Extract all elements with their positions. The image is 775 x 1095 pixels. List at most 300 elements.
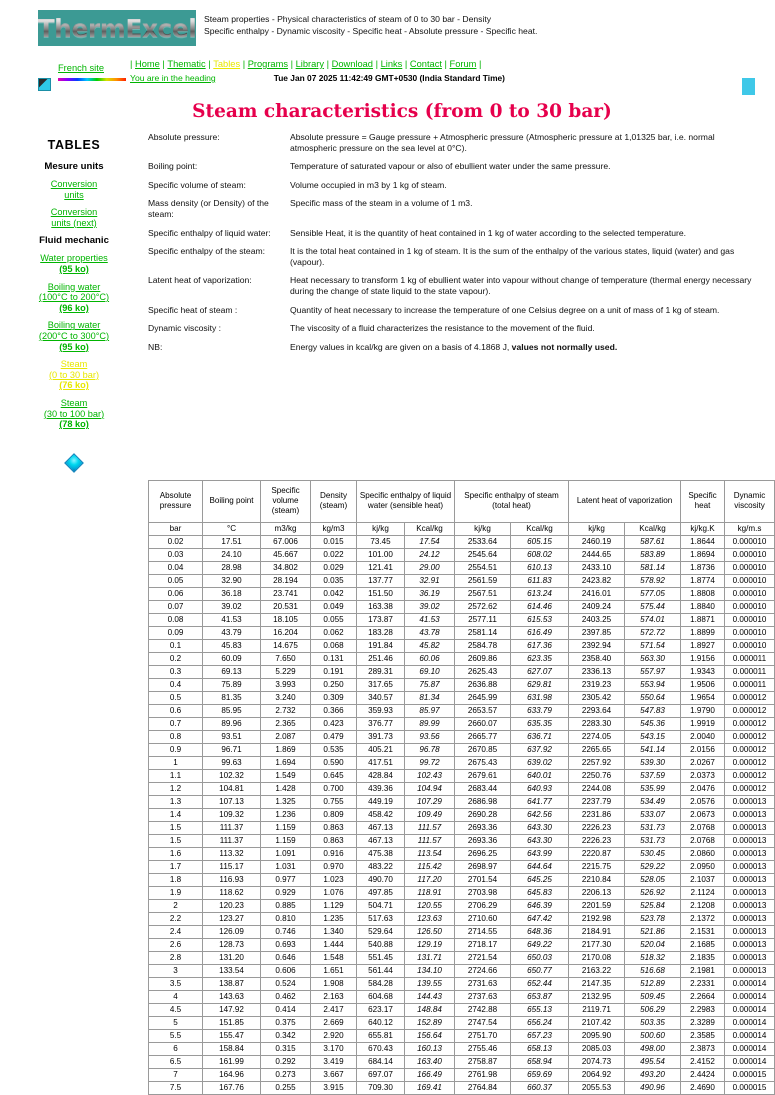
table-cell: 111.37 xyxy=(203,821,261,834)
table-cell: 656.24 xyxy=(511,1016,569,1029)
table-row xyxy=(149,717,775,730)
table-cell: 126.50 xyxy=(405,925,455,938)
table-cell: 0.000012 xyxy=(725,704,775,717)
table-cell: 1.9 xyxy=(149,886,203,899)
table-cell: 0.000013 xyxy=(725,938,775,951)
table-cell: 107.13 xyxy=(203,795,261,808)
table-cell: 709.30 xyxy=(357,1081,405,1094)
table-cell: 614.46 xyxy=(511,600,569,613)
table-row xyxy=(149,990,775,1003)
sidebar-item-water-properties[interactable] xyxy=(0,253,148,274)
table-cell: 643.30 xyxy=(511,821,569,834)
table-cell: 340.57 xyxy=(357,691,405,704)
table-cell: 1.340 xyxy=(311,925,357,938)
table-cell: 164.96 xyxy=(203,1068,261,1081)
table-cell: 0.000013 xyxy=(725,873,775,886)
table-cell: 1.6 xyxy=(149,847,203,860)
table-cell: 0.000010 xyxy=(725,561,775,574)
table-cell: 16.204 xyxy=(261,626,311,639)
table-cell: 75.89 xyxy=(203,678,261,691)
table-cell: 143.63 xyxy=(203,990,261,1003)
table-cell: 0.3 xyxy=(149,665,203,678)
table-cell: 3.5 xyxy=(149,977,203,990)
table-cell: 617.36 xyxy=(511,639,569,652)
table-cell: 629.81 xyxy=(511,678,569,691)
unit-kg-m-s: kg/m.s xyxy=(725,522,775,535)
table-cell: 2.1124 xyxy=(681,886,725,899)
table-cell: 89.99 xyxy=(405,717,455,730)
table-cell: 643.99 xyxy=(511,847,569,860)
table-cell: 2.0860 xyxy=(681,847,725,860)
definition-row-nb xyxy=(148,342,752,353)
table-cell: 541.14 xyxy=(625,743,681,756)
table-cell: 0.2 xyxy=(149,652,203,665)
table-cell: 0.000015 xyxy=(725,1068,775,1081)
table-cell: 2.0040 xyxy=(681,730,725,743)
table-cell: 0.746 xyxy=(261,925,311,938)
col-header-boiling-point: Boiling point xyxy=(203,480,261,522)
sidebar-item-line2: (30 to 100 bar) xyxy=(43,408,105,419)
french-site-link[interactable]: French site xyxy=(58,63,104,73)
table-cell: 2.0373 xyxy=(681,769,725,782)
table-row xyxy=(149,600,775,613)
table-cell: 2.0768 xyxy=(681,834,725,847)
nav-secondary-line xyxy=(130,72,505,85)
table-cell: 2.1685 xyxy=(681,938,725,951)
table-cell: 376.77 xyxy=(357,717,405,730)
table-cell: 0.9 xyxy=(149,743,203,756)
table-cell: 2645.99 xyxy=(455,691,511,704)
table-unit-header-row xyxy=(149,522,775,535)
table-cell: 1.8 xyxy=(149,873,203,886)
table-cell: 5 xyxy=(149,1016,203,1029)
table-cell: 543.15 xyxy=(625,730,681,743)
table-row xyxy=(149,821,775,834)
table-cell: 0.000013 xyxy=(725,821,775,834)
table-body xyxy=(149,535,775,1094)
table-cell: 2119.71 xyxy=(569,1003,625,1016)
table-cell: 627.07 xyxy=(511,665,569,678)
table-cell: 0.414 xyxy=(261,1003,311,1016)
definition-term: Specific enthalpy of the steam: xyxy=(148,246,266,257)
table-cell: 2710.60 xyxy=(455,912,511,925)
table-cell: 516.68 xyxy=(625,964,681,977)
sidebar-item-line1: Conversion xyxy=(50,179,98,189)
table-cell: 45.667 xyxy=(261,548,311,561)
table-cell: 0.08 xyxy=(149,613,203,626)
table-cell: 577.05 xyxy=(625,587,681,600)
table-cell: 1 xyxy=(149,756,203,769)
table-cell: 0.05 xyxy=(149,574,203,587)
table-cell: 117.20 xyxy=(405,873,455,886)
definition-row xyxy=(148,305,752,316)
table-cell: 0.423 xyxy=(311,717,357,730)
table-cell: 23.741 xyxy=(261,587,311,600)
definition-description: Temperature of saturated vapour or also of ebullient water under the same pressure. xyxy=(290,161,611,172)
table-cell: 41.53 xyxy=(203,613,261,626)
table-cell: 497.85 xyxy=(357,886,405,899)
definition-term: Dynamic viscosity : xyxy=(148,323,222,334)
table-cell: 2706.29 xyxy=(455,899,511,912)
table-cell: 126.09 xyxy=(203,925,261,938)
table-cell: 644.64 xyxy=(511,860,569,873)
table-cell: 0.000013 xyxy=(725,964,775,977)
table-cell: 535.99 xyxy=(625,782,681,795)
table-cell: 2305.42 xyxy=(569,691,625,704)
table-cell: 646.39 xyxy=(511,899,569,912)
nb-text-bold: values not normally used. xyxy=(511,341,618,352)
table-cell: 2416.01 xyxy=(569,587,625,600)
table-cell: 0.255 xyxy=(261,1081,311,1094)
table-row xyxy=(149,665,775,678)
table-row xyxy=(149,691,775,704)
sidebar-item-line1: Steam xyxy=(60,397,88,408)
table-cell: 645.25 xyxy=(511,873,569,886)
table-cell: 69.10 xyxy=(405,665,455,678)
table-cell: 1.236 xyxy=(261,808,311,821)
table-cell: 32.90 xyxy=(203,574,261,587)
table-cell: 0.977 xyxy=(261,873,311,886)
table-cell: 69.13 xyxy=(203,665,261,678)
definition-description xyxy=(290,342,752,353)
sidebar-section-fluid-mechanic: Fluid mechanic xyxy=(39,235,109,247)
table-cell: 4.5 xyxy=(149,1003,203,1016)
table-cell: 0.4 xyxy=(149,678,203,691)
table-cell: 0.000010 xyxy=(725,535,775,548)
table-cell: 6 xyxy=(149,1042,203,1055)
definition-row xyxy=(148,198,752,219)
thermexcel-logo[interactable] xyxy=(38,10,196,46)
table-cell: 111.57 xyxy=(405,834,455,847)
table-cell: 14.675 xyxy=(261,639,311,652)
table-cell: 2693.36 xyxy=(455,834,511,847)
table-cell: 1.8774 xyxy=(681,574,725,587)
table-cell: 2177.30 xyxy=(569,938,625,951)
table-cell: 2.3585 xyxy=(681,1029,725,1042)
table-cell: 134.10 xyxy=(405,964,455,977)
table-cell: 2064.92 xyxy=(569,1068,625,1081)
table-row xyxy=(149,730,775,743)
table-cell: 1.091 xyxy=(261,847,311,860)
table-cell: 1.5 xyxy=(149,821,203,834)
table-cell: 1.908 xyxy=(311,977,357,990)
table-cell: 60.09 xyxy=(203,652,261,665)
table-cell: 2561.59 xyxy=(455,574,511,587)
table-cell: 137.77 xyxy=(357,574,405,587)
table-row xyxy=(149,535,775,548)
table-cell: 85.95 xyxy=(203,704,261,717)
definition-row xyxy=(148,161,752,172)
table-cell: 0.022 xyxy=(311,548,357,561)
table-row xyxy=(149,886,775,899)
table-cell: 0.000014 xyxy=(725,1042,775,1055)
table-cell: 3.667 xyxy=(311,1068,357,1081)
table-cell: 113.32 xyxy=(203,847,261,860)
decorative-square-icon-left xyxy=(38,78,51,91)
table-cell: 0.000013 xyxy=(725,808,775,821)
table-cell: 17.51 xyxy=(203,535,261,548)
table-row xyxy=(149,873,775,886)
table-cell: 2679.61 xyxy=(455,769,511,782)
table-row xyxy=(149,1029,775,1042)
table-cell: 0.863 xyxy=(311,834,357,847)
table-cell: 449.19 xyxy=(357,795,405,808)
table-cell: 490.70 xyxy=(357,873,405,886)
unit-kcal-kg: Kcal/kg xyxy=(405,522,455,535)
table-cell: 608.02 xyxy=(511,548,569,561)
definition-description: Sensible Heat, it is the quantity of heat contained in 1 kg of water according to the selected temperature. xyxy=(290,227,687,238)
table-cell: 2.1208 xyxy=(681,899,725,912)
table-cell: 561.44 xyxy=(357,964,405,977)
sidebar-item-conversion-units-next[interactable] xyxy=(0,207,148,228)
unit-kg-m3: kg/m3 xyxy=(311,522,357,535)
sidebar-item-boiling-water-200-300[interactable] xyxy=(0,320,148,352)
table-cell: 3.240 xyxy=(261,691,311,704)
nav-item-library[interactable]: Library xyxy=(295,59,325,69)
table-cell: 0.000010 xyxy=(725,548,775,561)
table-cell: 2718.17 xyxy=(455,938,511,951)
table-cell: 1.9343 xyxy=(681,665,725,678)
french-site-column xyxy=(0,58,118,85)
table-cell: 2.0476 xyxy=(681,782,725,795)
table-cell: 2055.53 xyxy=(569,1081,625,1094)
sidebar-item-size: (96 ko) xyxy=(59,302,89,313)
table-cell: 0.916 xyxy=(311,847,357,860)
table-row xyxy=(149,899,775,912)
table-cell: 2714.55 xyxy=(455,925,511,938)
table-row xyxy=(149,652,775,665)
table-cell: 1.428 xyxy=(261,782,311,795)
table-cell: 183.28 xyxy=(357,626,405,639)
table-cell: 2693.36 xyxy=(455,821,511,834)
unit-kcal-kg: Kcal/kg xyxy=(511,522,569,535)
table-cell: 102.32 xyxy=(203,769,261,782)
table-cell: 1.2 xyxy=(149,782,203,795)
table-cell: 0.000014 xyxy=(725,1016,775,1029)
table-cell: 2.0673 xyxy=(681,808,725,821)
table-cell: 545.36 xyxy=(625,717,681,730)
sidebar-item-conversion-units[interactable] xyxy=(0,179,148,200)
table-cell: 2.163 xyxy=(311,990,357,1003)
table-cell: 2758.87 xyxy=(455,1055,511,1068)
table-cell: 1.7 xyxy=(149,860,203,873)
nav-item-download[interactable]: Download xyxy=(331,59,373,69)
table-cell: 43.78 xyxy=(405,626,455,639)
table-cell: 0.755 xyxy=(311,795,357,808)
table-cell: 359.93 xyxy=(357,704,405,717)
table-row xyxy=(149,1042,775,1055)
table-cell: 43.79 xyxy=(203,626,261,639)
decorative-square-icon-right xyxy=(742,78,755,95)
table-cell: 537.59 xyxy=(625,769,681,782)
unit-bar: bar xyxy=(149,522,203,535)
table-cell: 18.105 xyxy=(261,613,311,626)
table-cell: 2244.08 xyxy=(569,782,625,795)
table-cell: 2358.40 xyxy=(569,652,625,665)
table-cell: 2533.64 xyxy=(455,535,511,548)
table-cell: 2698.97 xyxy=(455,860,511,873)
unit-kj-kg: kj/kg xyxy=(569,522,625,535)
definition-row xyxy=(148,180,752,191)
table-cell: 2.0576 xyxy=(681,795,725,808)
table-cell: 0.029 xyxy=(311,561,357,574)
table-cell: 2.4152 xyxy=(681,1055,725,1068)
table-cell: 0.000013 xyxy=(725,795,775,808)
table-cell: 2636.88 xyxy=(455,678,511,691)
sidebar-item-size: (95 ko) xyxy=(59,341,89,352)
table-cell: 166.49 xyxy=(405,1068,455,1081)
table-cell: 115.42 xyxy=(405,860,455,873)
table-cell: 2.669 xyxy=(311,1016,357,1029)
table-cell: 5.229 xyxy=(261,665,311,678)
nav-item-contact[interactable]: Contact xyxy=(409,59,442,69)
table-cell: 523.78 xyxy=(625,912,681,925)
nav-item-links[interactable]: Links xyxy=(380,59,403,69)
table-cell: 2237.79 xyxy=(569,795,625,808)
steam-table-wrap xyxy=(148,480,767,1095)
table-cell: 0.462 xyxy=(261,990,311,1003)
table-cell: 20.531 xyxy=(261,600,311,613)
table-cell: 475.38 xyxy=(357,847,405,860)
table-cell: 2609.86 xyxy=(455,652,511,665)
table-cell: 0.970 xyxy=(311,860,357,873)
table-cell: 615.53 xyxy=(511,613,569,626)
table-cell: 7.5 xyxy=(149,1081,203,1094)
table-cell: 500.60 xyxy=(625,1029,681,1042)
definition-description: Specific mass of the steam in a volume of 1 m3. xyxy=(290,198,473,209)
table-cell: 557.97 xyxy=(625,665,681,678)
table-cell: 123.63 xyxy=(405,912,455,925)
header-subtitle-line2: Specific enthalpy - Dynamic viscosity - Specific heat - Absolute pressure - Specific heat. xyxy=(204,25,538,36)
unit-kcal-kg: Kcal/kg xyxy=(625,522,681,535)
page-title: Steam characteristics (from 0 to 30 bar) xyxy=(192,101,612,122)
table-cell: 641.77 xyxy=(511,795,569,808)
table-cell: 490.96 xyxy=(625,1081,681,1094)
table-cell: 29.00 xyxy=(405,561,455,574)
table-cell: 2683.44 xyxy=(455,782,511,795)
table-row xyxy=(149,834,775,847)
table-cell: 611.83 xyxy=(511,574,569,587)
nav-item-programs[interactable]: Programs xyxy=(247,59,289,69)
table-cell: 631.98 xyxy=(511,691,569,704)
table-cell: 75.87 xyxy=(405,678,455,691)
table-cell: 2206.13 xyxy=(569,886,625,899)
table-cell: 99.63 xyxy=(203,756,261,769)
table-cell: 152.89 xyxy=(405,1016,455,1029)
table-cell: 2132.95 xyxy=(569,990,625,1003)
table-cell: 41.53 xyxy=(405,613,455,626)
table-cell: 2625.43 xyxy=(455,665,511,678)
table-cell: 251.46 xyxy=(357,652,405,665)
table-cell: 0.049 xyxy=(311,600,357,613)
sidebar-item-line1: Boiling water xyxy=(47,320,101,331)
table-cell: 0.068 xyxy=(311,639,357,652)
sidebar-item-boiling-water-100-200[interactable] xyxy=(0,282,148,314)
nav-item-thematic[interactable]: Thematic xyxy=(167,59,206,69)
table-cell: 2.365 xyxy=(261,717,311,730)
sidebar-item-line2: units (next) xyxy=(51,217,97,228)
table-cell: 2163.22 xyxy=(569,964,625,977)
sidebar-item-steam-0-30-bar[interactable] xyxy=(0,359,148,391)
table-cell: 36.18 xyxy=(203,587,261,600)
table-cell: 605.15 xyxy=(511,535,569,548)
table-cell: 0.04 xyxy=(149,561,203,574)
nav-item-home[interactable]: Home xyxy=(135,59,160,69)
table-cell: 0.000014 xyxy=(725,1003,775,1016)
table-row xyxy=(149,548,775,561)
unit-celsius: °C xyxy=(203,522,261,535)
table-cell: 1.129 xyxy=(311,899,357,912)
table-cell: 89.96 xyxy=(203,717,261,730)
table-cell: 2.1372 xyxy=(681,912,725,925)
table-cell: 7 xyxy=(149,1068,203,1081)
table-cell: 93.56 xyxy=(405,730,455,743)
diamond-bullet-wrap xyxy=(0,456,148,470)
table-cell: 2660.07 xyxy=(455,717,511,730)
sidebar-item-size: (95 ko) xyxy=(59,263,89,274)
table-cell: 2392.94 xyxy=(569,639,625,652)
table-cell: 1.8644 xyxy=(681,535,725,548)
nav-bar xyxy=(0,46,768,85)
table-cell: 163.40 xyxy=(405,1055,455,1068)
nav-item-forum[interactable]: Forum xyxy=(449,59,477,69)
table-cell: 0.000012 xyxy=(725,743,775,756)
table-cell: 118.91 xyxy=(405,886,455,899)
table-cell: 2.1835 xyxy=(681,951,725,964)
table-cell: 623.35 xyxy=(511,652,569,665)
logo-text: ThermExcel xyxy=(37,13,197,43)
table-cell: 0.700 xyxy=(311,782,357,795)
table-cell: 1.9156 xyxy=(681,652,725,665)
definition-term: Latent heat of vaporization: xyxy=(148,275,252,286)
table-cell: 32.91 xyxy=(405,574,455,587)
table-cell: 533.07 xyxy=(625,808,681,821)
sidebar-item-size: (76 ko) xyxy=(59,380,89,391)
table-cell: 129.19 xyxy=(405,938,455,951)
table-cell: 151.85 xyxy=(203,1016,261,1029)
table-cell: 2.6 xyxy=(149,938,203,951)
table-cell: 24.12 xyxy=(405,548,455,561)
definition-term: Boiling point: xyxy=(148,161,198,172)
table-row xyxy=(149,756,775,769)
sidebar-item-steam-30-100-bar[interactable] xyxy=(0,398,148,430)
table-cell: 0.000010 xyxy=(725,574,775,587)
table-cell: 2653.57 xyxy=(455,704,511,717)
table-cell: 0.5 xyxy=(149,691,203,704)
table-cell: 623.17 xyxy=(357,1003,405,1016)
table-cell: 581.14 xyxy=(625,561,681,574)
table-cell: 1.325 xyxy=(261,795,311,808)
table-cell: 0.000013 xyxy=(725,860,775,873)
table-cell: 650.03 xyxy=(511,951,569,964)
table-cell: 2581.14 xyxy=(455,626,511,639)
table-cell: 483.22 xyxy=(357,860,405,873)
table-cell: 640.12 xyxy=(357,1016,405,1029)
table-cell: 0.000010 xyxy=(725,587,775,600)
table-cell: 509.45 xyxy=(625,990,681,1003)
table-cell: 2721.54 xyxy=(455,951,511,964)
table-cell: 131.71 xyxy=(405,951,455,964)
table-cell: 0.042 xyxy=(311,587,357,600)
nav-item-tables[interactable]: Tables xyxy=(213,59,241,69)
table-row xyxy=(149,1055,775,1068)
col-header-specific-enthalpy-steam: Specific enthalpy of steam (total heat) xyxy=(455,480,569,522)
table-cell: 534.49 xyxy=(625,795,681,808)
table-cell: 0.375 xyxy=(261,1016,311,1029)
table-cell: 0.000011 xyxy=(725,665,775,678)
table-row xyxy=(149,574,775,587)
table-cell: 0.000010 xyxy=(725,613,775,626)
